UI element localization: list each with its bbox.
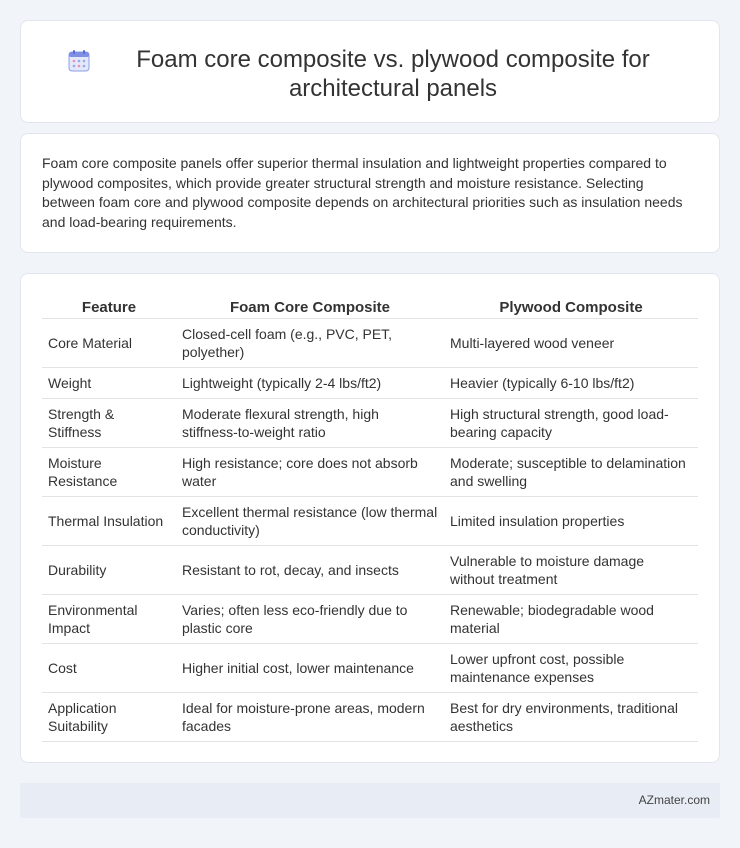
calendar-icon — [67, 49, 91, 73]
row-plywood-value: Renewable; biodegradable wood material — [444, 594, 698, 643]
row-feature: Thermal Insulation — [42, 496, 176, 545]
row-foam-core-value: Varies; often less eco-friendly due to plastic core — [176, 594, 444, 643]
column-header-plywood: Plywood Composite — [444, 294, 698, 318]
row-feature: Strength & Stiffness — [42, 398, 176, 447]
row-feature: Application Suitability — [42, 692, 176, 741]
column-header-foam-core: Foam Core Composite — [176, 294, 444, 318]
row-feature: Durability — [42, 545, 176, 594]
row-foam-core-value: Closed-cell foam (e.g., PVC, PET, polyether) — [176, 318, 444, 367]
row-feature: Core Material — [42, 318, 176, 367]
row-feature: Moisture Resistance — [42, 447, 176, 496]
table-row — [42, 594, 698, 643]
row-foam-core-value: Moderate flexural strength, high stiffness-to-weight ratio — [176, 398, 444, 447]
row-plywood-value: Moderate; susceptible to delamination and swelling — [444, 447, 698, 496]
title-card — [20, 20, 720, 123]
footer — [20, 783, 720, 818]
row-foam-core-value: Higher initial cost, lower maintenance — [176, 643, 444, 692]
row-plywood-value: Lower upfront cost, possible maintenance expenses — [444, 643, 698, 692]
title-wrap — [21, 21, 719, 103]
row-plywood-value: Limited insulation properties — [444, 496, 698, 545]
table-row — [42, 398, 698, 447]
table-row — [42, 447, 698, 496]
footer-brand: AZmater.com — [638, 793, 710, 807]
page-title: Foam core composite vs. plywood composite for architectural panels — [136, 46, 650, 102]
column-header-feature: Feature — [42, 294, 176, 318]
table-row — [42, 496, 698, 545]
row-feature: Cost — [42, 643, 176, 692]
row-plywood-value: High structural strength, good load-bearing capacity — [444, 398, 698, 447]
row-foam-core-value: Lightweight (typically 2-4 lbs/ft2) — [176, 367, 444, 398]
row-feature: Weight — [42, 367, 176, 398]
table-row — [42, 367, 698, 398]
row-foam-core-value: High resistance; core does not absorb water — [176, 447, 444, 496]
comparison-table — [42, 294, 698, 742]
table-row — [42, 545, 698, 594]
summary-card — [20, 133, 720, 253]
table-row — [42, 643, 698, 692]
row-foam-core-value: Excellent thermal resistance (low thermal conductivity) — [176, 496, 444, 545]
table-row — [42, 318, 698, 367]
comparison-table-card — [20, 273, 720, 763]
row-plywood-value: Multi-layered wood veneer — [444, 318, 698, 367]
row-plywood-value: Vulnerable to moisture damage without treatment — [444, 545, 698, 594]
table-row — [42, 692, 698, 741]
table-header-row — [42, 294, 698, 318]
row-foam-core-value: Ideal for moisture-prone areas, modern facades — [176, 692, 444, 741]
summary-paragraph: Foam core composite panels offer superior thermal insulation and lightweight properties compared to plywood composites, which provide greater structural strength and moisture resistance. Selecting between foam core and plywood composite depends on architectural priorities such as insulation needs and load-bearing requirements. — [42, 155, 683, 230]
row-foam-core-value: Resistant to rot, decay, and insects — [176, 545, 444, 594]
row-feature: Environmental Impact — [42, 594, 176, 643]
row-plywood-value: Heavier (typically 6-10 lbs/ft2) — [444, 367, 698, 398]
row-plywood-value: Best for dry environments, traditional aesthetics — [444, 692, 698, 741]
